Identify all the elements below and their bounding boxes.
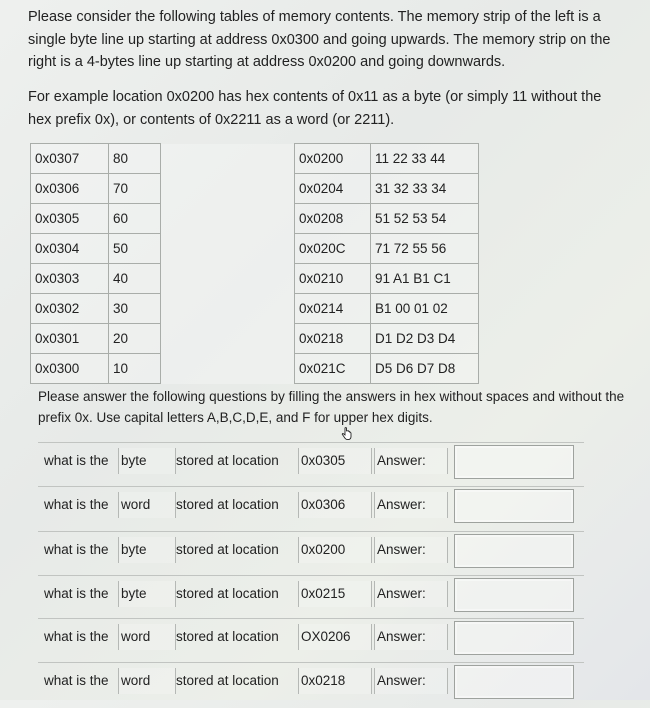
- byte-value-cell: 70: [109, 174, 161, 204]
- word-address-cell: 0x0204: [295, 174, 371, 204]
- byte-value-cell: 80: [109, 144, 161, 174]
- word-address-cell: 0x021C: [295, 354, 371, 384]
- byte-value-cell: 10: [109, 354, 161, 384]
- answer-label: Answer:: [374, 581, 448, 607]
- word-value-cell: 91 A1 B1 C1: [371, 264, 479, 294]
- question-row: [42, 668, 582, 708]
- question-unit: byte: [118, 581, 176, 607]
- answer-input[interactable]: [454, 534, 574, 568]
- byte-value-cell: 30: [109, 294, 161, 324]
- byte-address-cell: 0x0307: [31, 144, 109, 174]
- intro-paragraph: Please consider the following tables of memory contents. The memory strip of the left is a single byte line up starting at address 0x0300 and going upwards. The memory strip on the right is a 4-bytes line up starting at address 0x0200 and going downwards.: [28, 9, 611, 70]
- answer-input[interactable]: [454, 445, 574, 479]
- answer-input[interactable]: [454, 489, 574, 523]
- spacer-cell: [161, 144, 295, 174]
- word-address-cell: 0x0218: [295, 324, 371, 354]
- question-location: OX0206: [298, 624, 372, 650]
- question-unit: word: [118, 492, 176, 518]
- question-row: [42, 624, 582, 664]
- question-stored-text: stored at location: [176, 453, 279, 468]
- byte-address-cell: 0x0300: [31, 354, 109, 384]
- question-location: 0x0200: [298, 537, 372, 563]
- byte-value-cell: 40: [109, 264, 161, 294]
- question-stored-text: stored at location: [176, 586, 279, 601]
- spacer-cell: [161, 234, 295, 264]
- answer-label: Answer:: [374, 448, 448, 474]
- question-prefix: what is the: [44, 497, 109, 512]
- byte-address-cell: 0x0306: [31, 174, 109, 204]
- word-value-cell: D5 D6 D7 D8: [371, 354, 479, 384]
- word-value-cell: 31 32 33 34: [371, 174, 479, 204]
- example-paragraph: For example location 0x0200 has hex contents of 0x11 as a byte (or simply 11 without the hex prefix 0x), or contents of 0x2211 as a word (or 2211).: [28, 89, 602, 128]
- answer-label: Answer:: [374, 624, 448, 650]
- question-row: [42, 537, 582, 577]
- answer-input[interactable]: [454, 621, 574, 655]
- question-stored-text: stored at location: [176, 673, 279, 688]
- word-address-cell: 0x0214: [295, 294, 371, 324]
- byte-value-cell: 20: [109, 324, 161, 354]
- question-stored-text: stored at location: [176, 542, 279, 557]
- answer-label: Answer:: [374, 668, 448, 694]
- byte-address-cell: 0x0302: [31, 294, 109, 324]
- question-row: [42, 492, 582, 532]
- question-prefix: what is the: [44, 453, 109, 468]
- question-prefix: what is the: [44, 673, 109, 688]
- byte-value-cell: 60: [109, 204, 161, 234]
- spacer-cell: [161, 264, 295, 294]
- word-value-cell: 11 22 33 44: [371, 144, 479, 174]
- question-stored-text: stored at location: [176, 629, 279, 644]
- question-stored-text: stored at location: [176, 497, 279, 512]
- word-value-cell: 71 72 55 56: [371, 234, 479, 264]
- spacer-cell: [161, 294, 295, 324]
- question-unit: byte: [118, 448, 176, 474]
- question-prefix: what is the: [44, 542, 109, 557]
- spacer-cell: [161, 204, 295, 234]
- memory-row: [31, 354, 479, 384]
- question-unit: byte: [118, 537, 176, 563]
- answer-input[interactable]: [454, 578, 574, 612]
- memory-row: [31, 264, 479, 294]
- question-location: 0x0215: [298, 581, 372, 607]
- instructions-text: Please answer the following questions by filling the answers in hex without spaces and without the prefix 0x. Use capital letters A,B,C,D,E, and F for upper hex digits.: [38, 389, 625, 425]
- answer-label: Answer:: [374, 492, 448, 518]
- question-row: [42, 581, 582, 621]
- question-location: 0x0305: [298, 448, 372, 474]
- question-location: 0x0218: [298, 668, 372, 694]
- memory-table: [30, 143, 479, 384]
- byte-address-cell: 0x0304: [31, 234, 109, 264]
- memory-row: [31, 204, 479, 234]
- memory-row: [31, 144, 479, 174]
- byte-address-cell: 0x0303: [31, 264, 109, 294]
- word-address-cell: 0x0200: [295, 144, 371, 174]
- word-value-cell: 51 52 53 54: [371, 204, 479, 234]
- pointer-hand-icon: [340, 427, 354, 441]
- question-prefix: what is the: [44, 586, 109, 601]
- word-address-cell: 0x020C: [295, 234, 371, 264]
- question-location: 0x0306: [298, 492, 372, 518]
- word-address-cell: 0x0210: [295, 264, 371, 294]
- spacer-cell: [161, 324, 295, 354]
- memory-row: [31, 294, 479, 324]
- memory-row: [31, 174, 479, 204]
- spacer-cell: [161, 174, 295, 204]
- question-prefix: what is the: [44, 629, 109, 644]
- word-address-cell: 0x0208: [295, 204, 371, 234]
- memory-row: [31, 324, 479, 354]
- spacer-cell: [161, 354, 295, 384]
- question-unit: word: [118, 624, 176, 650]
- byte-address-cell: 0x0305: [31, 204, 109, 234]
- question-unit: word: [118, 668, 176, 694]
- memory-row: [31, 234, 479, 264]
- question-row: [42, 448, 582, 488]
- answer-label: Answer:: [374, 537, 448, 563]
- byte-value-cell: 50: [109, 234, 161, 264]
- byte-address-cell: 0x0301: [31, 324, 109, 354]
- word-value-cell: D1 D2 D3 D4: [371, 324, 479, 354]
- word-value-cell: B1 00 01 02: [371, 294, 479, 324]
- answer-input[interactable]: [454, 665, 574, 699]
